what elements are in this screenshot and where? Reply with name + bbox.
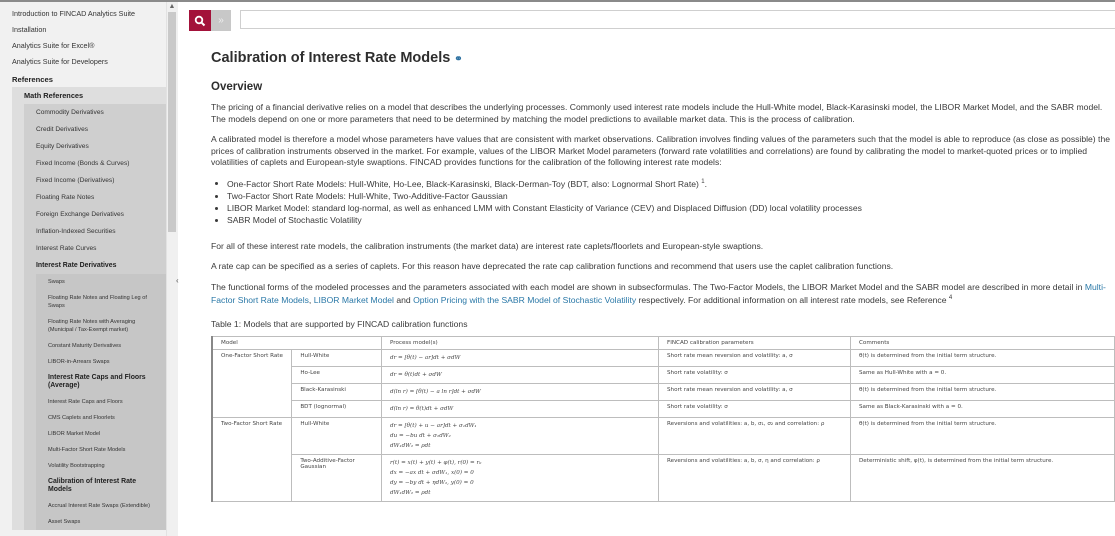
paragraph: A calibrated model is therefore a model whose parameters have values that are consistent with market observations. Calibration involves finding values of the parameters such that the model is able to reproduce (as close as possible) the prices of calibration instruments observed in the market. For example, values of the LIBOR Market Model parameters (forward rate volatilities and correlations) are found by calibrating the model to market-quoted prices or to implied volatilities of caplets and European-style swaptions. FINCAD provides functions for the calibration of the following interest rate models:: [211, 134, 1110, 167]
toc-item[interactable]: Volatility Bootstrapping: [48, 463, 105, 469]
params-cell: Reversions and volatilities: a, b, σ₁, σ₂ and correlation: ρ: [659, 418, 851, 455]
model-group-cell: Two-Factor Short Rate: [212, 418, 292, 502]
paragraph: The pricing of a financial derivative relies on a model that describes the underlying processes. Commonly used interest rate models include the Hull-White model, Black-Karasinski model, the LIBOR Market Model, and the SABR model. The models depend on one or more parameters that need to be determined by matching the model predictions to available market data. This is the process of calibration.: [211, 102, 1103, 124]
toc-item-active[interactable]: Calibration of Interest Rate Models: [48, 478, 137, 493]
model-list: [211, 176, 1111, 227]
sidebar-toc: [0, 2, 166, 536]
process-equation: r(t) = x(t) + y(t) + φ(t), r(0) = r₀: [390, 460, 482, 467]
column-header: Process model(s): [382, 337, 659, 350]
column-header: Model: [212, 337, 382, 350]
process-equation: d(ln r) = θ(t)dt + σdW: [390, 406, 454, 413]
comment-cell: θ(t) is determined from the initial term structure.: [851, 384, 1115, 401]
process-cell: [382, 455, 659, 502]
search-icon: [194, 15, 206, 27]
toc-item[interactable]: Multi-Factor Short Rate Models: [48, 447, 126, 453]
toc-item[interactable]: Inflation-Indexed Securities: [36, 228, 116, 235]
model-name-cell: Hull-White: [292, 350, 382, 367]
model-name-cell: Ho-Lee: [292, 367, 382, 384]
toc-item[interactable]: Asset Swaps: [48, 519, 81, 525]
toc-item-interest-rate-derivatives[interactable]: Interest Rate Derivatives: [36, 262, 117, 269]
toc-item[interactable]: Foreign Exchange Derivatives: [36, 211, 124, 218]
permalink-icon[interactable]: ⚭: [454, 54, 463, 65]
toc-item[interactable]: Interest Rate Curves: [36, 245, 97, 252]
list-item: • SABR Model of Stochastic Volatility: [227, 214, 1111, 226]
toc-item[interactable]: Floating Rate Notes: [36, 194, 95, 201]
toc-item-introduction[interactable]: Introduction to FINCAD Analytics Suite: [12, 9, 136, 18]
table-row: [212, 418, 1115, 455]
expand-toolbar-button[interactable]: »: [211, 10, 231, 31]
model-name-cell: BDT (lognormal): [292, 401, 382, 418]
page-title: Calibration of Interest Rate Models ⚭: [211, 50, 463, 66]
toc-item[interactable]: Fixed Income (Derivatives): [36, 177, 115, 184]
column-header: FINCAD calibration parameters: [659, 337, 851, 350]
toc-item[interactable]: Interest Rate Caps and Floors (Average): [48, 374, 146, 389]
process-equation: dx = −ax dt + σdW₁, x(0) = 0: [390, 470, 474, 477]
toc-item-developers[interactable]: Analytics Suite for Developers: [12, 57, 108, 66]
model-name-cell: Hull-White: [292, 418, 382, 455]
process-equation: dr = θ(t)dt + σdW: [390, 372, 442, 379]
toc-group-math-references: [24, 104, 166, 530]
toc-item-math-references[interactable]: Math References: [24, 91, 84, 100]
model-name-cell: Two-Additive-Factor Gaussian: [292, 455, 382, 502]
table-header-row: [212, 337, 1115, 350]
params-cell: Reversions and volatilities: a, b, σ, η and correlation: ρ: [659, 455, 851, 502]
params-cell: Short rate mean reversion and volatility: a, σ: [659, 350, 851, 367]
process-cell: [382, 350, 659, 367]
scroll-up-arrow-icon[interactable]: ▲: [168, 3, 176, 10]
params-cell: Short rate mean reversion and volatility: a, σ: [659, 384, 851, 401]
process-equation: dy = −by dt + ηdW₂, y(0) = 0: [390, 480, 474, 487]
list-item: • One-Factor Short Rate Models: Hull-White, Ho-Lee, Black-Karasinski, Black-Derman-Toy (BDT, also: Lognormal Short Rate) $^1$.: [227, 176, 1111, 190]
comment-cell: Same as Hull-White with a = 0.: [851, 367, 1115, 384]
table-row: [212, 384, 1115, 401]
footnote-link[interactable]: 1: [701, 178, 705, 185]
paragraph: The functional forms of the modeled processes and the parameters associated with each model are shown in subsecformulas. The Two-Factor Models, the LIBOR Market Model and the SABR model are described in more detail in Multi-Factor Short Rate Models, LIBOR Market Model and Option Pricing with the SABR Model of Stochastic Volatility respectively. For additional information on all interest rate models, see Reference $^4$: [211, 281, 1106, 305]
table-row: [212, 401, 1115, 418]
toc-item[interactable]: Interest Rate Caps and Floors: [48, 399, 123, 405]
toc-item[interactable]: Floating Rate Notes with Averaging (Municipal / Tax-Exempt market): [48, 319, 136, 333]
process-cell: [382, 367, 659, 384]
toc-item[interactable]: Accrual Interest Rate Swaps (Extendible): [48, 503, 150, 509]
footnote-link[interactable]: 4: [948, 295, 953, 302]
process-equation: dW₁dW₂ = ρdt: [390, 443, 431, 450]
params-cell: Short rate volatility: σ: [659, 401, 851, 418]
toc-item[interactable]: Swaps: [48, 279, 65, 285]
toc-group-references: [12, 87, 166, 530]
process-equation: dr = [θ(t) − ar]dt + σdW: [390, 355, 461, 362]
comment-cell: θ(t) is determined from the initial term structure.: [851, 350, 1115, 367]
params-cell: Short rate volatility: σ: [659, 367, 851, 384]
comment-cell: Deterministic shift, φ(t), is determined from the initial term structure.: [851, 455, 1115, 502]
toc-item[interactable]: Floating Rate Notes and Floating Leg of Swaps: [48, 295, 147, 309]
column-header: Comments: [851, 337, 1115, 350]
link-sabr-model[interactable]: Option Pricing with the SABR Model of Stochastic Volatility: [413, 294, 637, 305]
process-cell: [382, 401, 659, 418]
table-row: [212, 367, 1115, 384]
toc-item[interactable]: LIBOR-in-Arrears Swaps: [48, 359, 110, 365]
toc-item-installation[interactable]: Installation: [12, 25, 47, 34]
search-button[interactable]: [189, 10, 211, 31]
collapse-sidebar-icon[interactable]: ‹: [176, 276, 179, 285]
list-item: • Two-Factor Short Rate Models: Hull-White, Two-Additive-Factor Gaussian: [227, 190, 1111, 202]
table-row: [212, 350, 1115, 367]
toc-item-excel[interactable]: Analytics Suite for Excel®: [12, 41, 95, 50]
toc-item[interactable]: Commodity Derivatives: [36, 109, 104, 116]
process-cell: [382, 384, 659, 401]
table-caption: Table 1: Models that are supported by FINCAD calibration functions: [211, 319, 468, 330]
toc-item[interactable]: Fixed Income (Bonds & Curves): [36, 160, 130, 167]
paragraph: For all of these interest rate models, the calibration instruments (the market data) are interest rate caplets/floorlets and European-style swaptions.: [211, 240, 764, 251]
table-row: [212, 455, 1115, 502]
link-libor-market-model[interactable]: LIBOR Market Model: [313, 294, 394, 305]
toc-item[interactable]: Constant Maturity Derivatives: [48, 343, 122, 349]
toc-item[interactable]: CMS Caplets and Floorlets: [48, 415, 115, 421]
list-item: • LIBOR Market Model: standard log-normal, as well as enhanced LMM with Constant Elasticity of Variance (CEV) and Displaced Diffusion (DD) local volatility processes: [227, 202, 1111, 214]
section-heading-overview: Overview: [211, 81, 263, 93]
search-input[interactable]: [240, 10, 1115, 29]
toc-item-references[interactable]: References: [12, 75, 53, 84]
process-cell: [382, 418, 659, 455]
models-table: [211, 336, 1115, 502]
process-equation: dW₁dW₂ = ρdt: [390, 490, 431, 497]
toc-group-interest-rate-derivatives: [36, 274, 166, 530]
comment-cell: θ(t) is determined from the initial term structure.: [851, 418, 1115, 455]
model-group-cell: One-Factor Short Rate: [212, 350, 292, 418]
process-equation: d(ln r) = [θ(t) − a ln r]dt + σdW: [390, 389, 481, 396]
process-equation: dr = [θ(t) + u − ar]dt + σ₁dW₁: [390, 423, 477, 430]
model-name-cell: Black-Karasinski: [292, 384, 382, 401]
toc-item[interactable]: LIBOR Market Model: [48, 431, 101, 437]
link-multi-factor-short-rate-models[interactable]: Multi-Factor Short Rate Models: [211, 281, 1106, 305]
paragraph: A rate cap can be specified as a series of caplets. For this reason have deprecated the rate cap calibration functions and recommend that users use the caplet calibration functions.: [211, 261, 894, 272]
main-content: [211, 50, 1111, 502]
sidebar-scrollbar-thumb[interactable]: [168, 12, 176, 232]
toc-item[interactable]: Equity Derivatives: [36, 143, 89, 150]
comment-cell: Same as Black-Karasinski with a = 0.: [851, 401, 1115, 418]
toc-item[interactable]: Credit Derivatives: [36, 126, 89, 133]
process-equation: du = −bu dt + σ₂dW₂: [390, 433, 451, 440]
